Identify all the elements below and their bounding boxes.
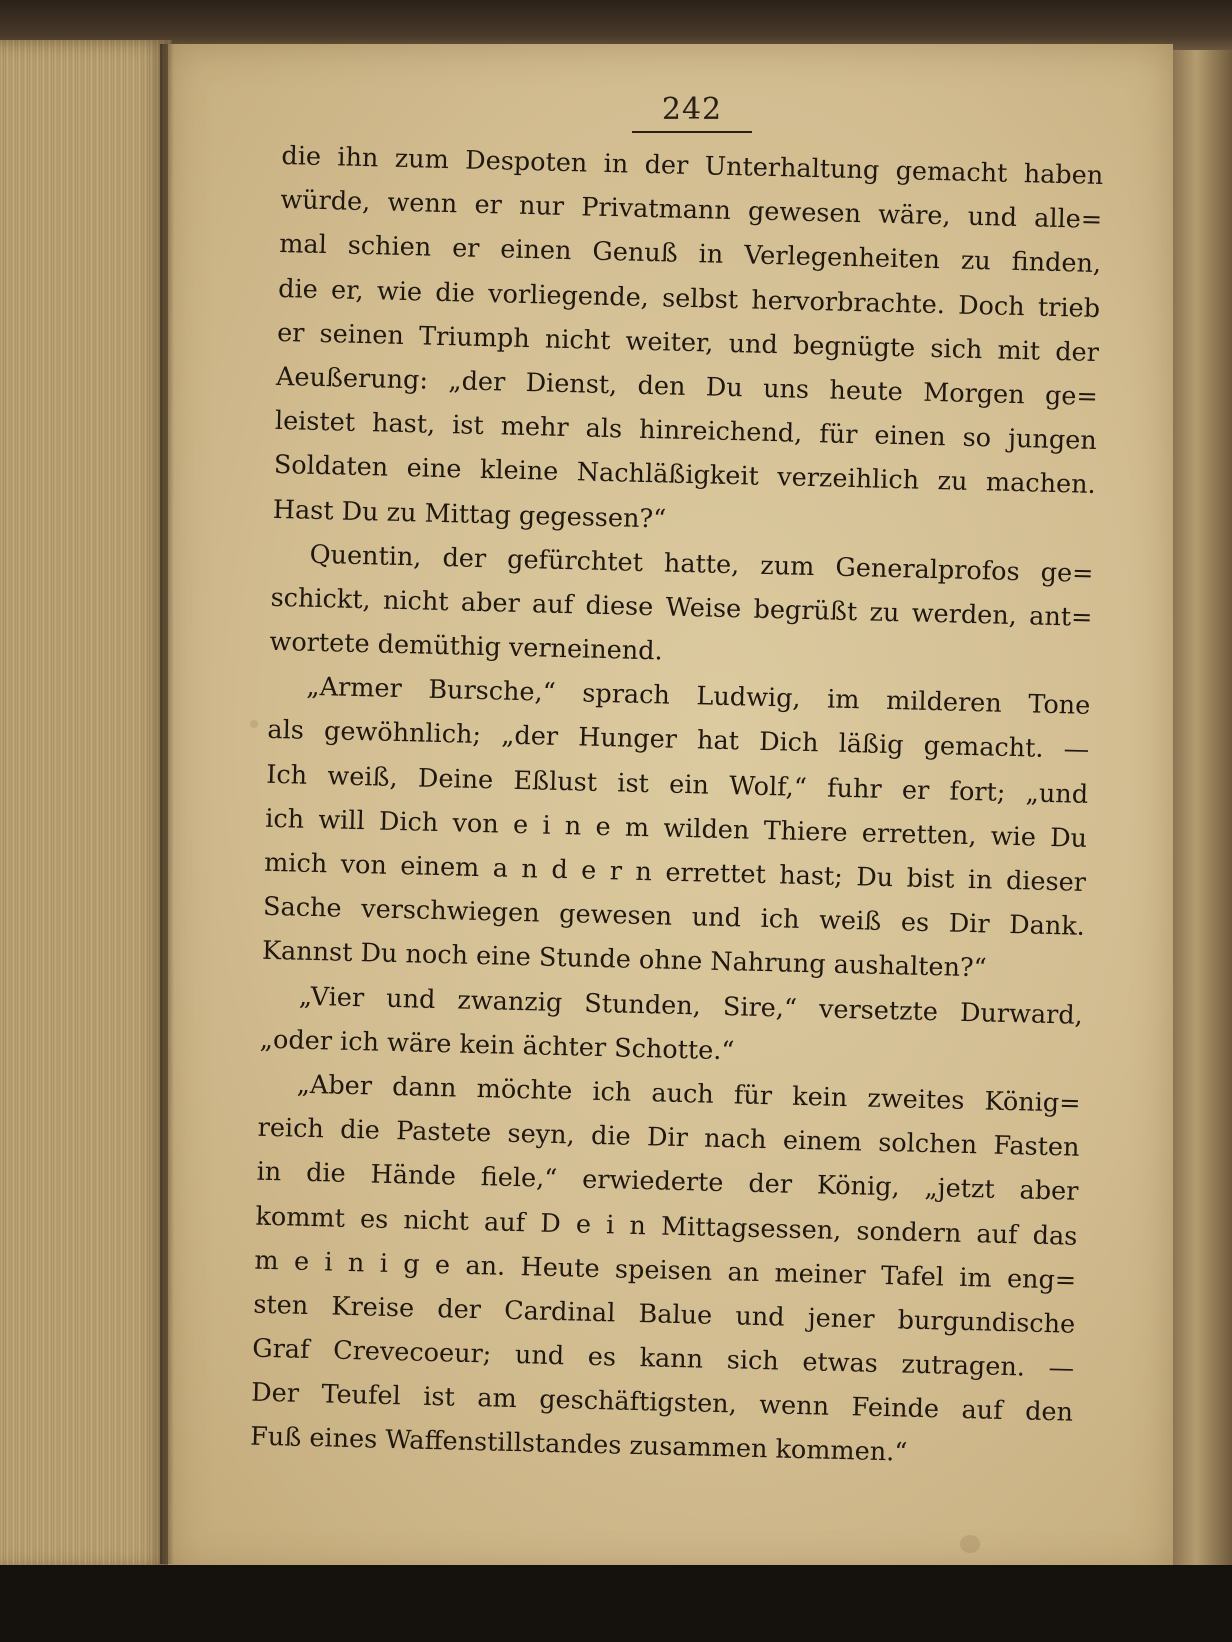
text-line: „oder ich wäre kein ächter Schotte.“ bbox=[259, 1024, 735, 1067]
text-line: Quentin, der gefürchtet hatte, zum Generalprofos ge= bbox=[309, 539, 1094, 589]
bottom-strip bbox=[0, 1565, 1232, 1642]
text-line: Ich weiß, Deine Eßlust ist ein Wolf,“ fuhr er fort; „und bbox=[265, 759, 1089, 810]
paper-stain bbox=[250, 720, 258, 728]
text-line: Graf Crevecoeur; und es kann sich etwas zutragen. — bbox=[251, 1333, 1075, 1384]
gutter-shadow bbox=[160, 44, 174, 1564]
text-line: Hast Du zu Mittag gegessen?“ bbox=[272, 494, 667, 534]
text-line: Kannst Du noch eine Stunde ohne Nahrung aushalten?“ bbox=[261, 936, 987, 984]
text-line: er seinen Triumph nicht weiter, und begnügte sich mit der bbox=[276, 317, 1100, 368]
text-line: Aeußerung: „der Dienst, den Du uns heute Morgen ge= bbox=[275, 361, 1099, 412]
header-rule bbox=[632, 131, 752, 133]
text-line: Sache verschwiegen gewesen und ich weiß es Dir Dank. bbox=[262, 891, 1086, 943]
text-line: als gewöhnlich; „der Hunger hat Dich läßig gemacht. — bbox=[267, 715, 1090, 766]
text-line: „Vier und zwanzig Stunden, Sire,“ versetzte Durward, bbox=[298, 981, 1084, 1031]
text-line: Der Teufel ist am geschäftigsten, wenn Feinde auf den bbox=[250, 1377, 1074, 1428]
text-line: in die Hände fiele,“ erwiederte der König, „jetzt aber bbox=[256, 1157, 1079, 1208]
paper-stain bbox=[960, 1535, 980, 1553]
text-line: „Aber dann möchte ich auch für kein zweites König= bbox=[296, 1069, 1081, 1119]
text-line: mal schien er einen Genuß in Verlegenheiten zu finden, bbox=[278, 229, 1102, 280]
text-line: die er, wie die vorliegende, selbst hervorbrachte. Doch trieb bbox=[277, 273, 1101, 324]
text-line: Soldaten eine kleine Nachläßigkeit verzeihlich zu machen. bbox=[273, 450, 1097, 501]
text-line: wortete demüthig verneinend. bbox=[269, 626, 663, 667]
text-line: reich die Pastete seyn, die Dir nach einem solchen Fasten bbox=[257, 1112, 1080, 1163]
text-line: m e i n i g e an. Heute speisen an meiner Tafel im eng= bbox=[254, 1245, 1077, 1296]
text-line: würde, wenn er nur Privatmann gewesen wäre, und alle= bbox=[280, 185, 1103, 236]
text-line: schickt, nicht aber auf diese Weise begrüßt zu werden, ant= bbox=[270, 582, 1093, 633]
text-line: sten Kreise der Cardinal Balue und jener burgundische bbox=[253, 1289, 1076, 1340]
text-line: leistet hast, ist mehr als hinreichend, für einen so jungen bbox=[274, 406, 1098, 457]
page-number: 242 bbox=[661, 92, 723, 127]
text-line: mich von einem a n d e r n errettet hast; Du bist in dieser bbox=[263, 847, 1087, 898]
body-text bbox=[250, 134, 1104, 1479]
page-edges bbox=[0, 40, 172, 1570]
text-line: ich will Dich von e i n e m wilden Thiere erretten, wie Du bbox=[264, 803, 1088, 854]
text-line: die ihn zum Despoten in der Unterhaltung gemacht haben bbox=[281, 140, 1104, 192]
page-header bbox=[632, 92, 752, 133]
right-page-edge bbox=[1172, 50, 1232, 1570]
text-line: Fuß eines Waffenstillstandes zusammen kommen.“ bbox=[249, 1422, 908, 1469]
text-line: „Armer Bursche,“ sprach Ludwig, im milderen Tone bbox=[306, 672, 1091, 722]
text-line: kommt es nicht auf D e i n Mittagsessen, sondern auf das bbox=[255, 1201, 1078, 1252]
